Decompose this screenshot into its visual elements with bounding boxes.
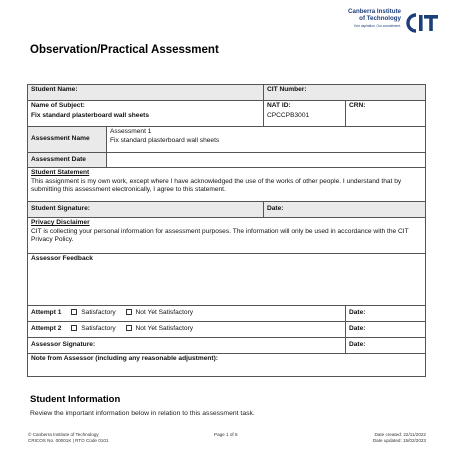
attempt2-satisfactory-checkbox[interactable] — [71, 325, 77, 331]
attempt2-cell — [28, 322, 346, 338]
footer-page-number: Page 1 of 5 — [214, 432, 238, 437]
student-date-label: Date: — [267, 205, 284, 213]
footer-cricos: CRICOS No. 00001K | RTO Code 0101 — [28, 438, 109, 443]
assessment-date-field[interactable] — [107, 153, 426, 168]
assessor-feedback-label: Assessor Feedback — [31, 255, 93, 262]
attempt2-not-satisfactory-checkbox[interactable] — [126, 325, 132, 331]
attempt1-not-satisfactory-label: Not Yet Satisfactory — [135, 309, 194, 317]
logo-tagline: Your aspiration. Our commitment. — [353, 24, 401, 28]
crn-label: CRN: — [349, 102, 366, 109]
assessor-note-label: Note from Assessor (including any reasonable adjustment): — [31, 355, 218, 362]
attempt2-satisfactory-label: Satisfactory — [81, 325, 116, 333]
privacy-text: CIT is collecting your personal information for assessment purposes. The information will only be used in accordance with the CIT Privacy Policy. — [31, 227, 409, 244]
assessor-signature-field[interactable] — [28, 338, 346, 354]
assessment-date-label: Assessment Date — [28, 153, 107, 168]
student-statement-text: This assignment is my own work, except where I have acknowledged the use of the works of other people. I understand that by submitting this assessment electronically, I agree to this statement. — [31, 177, 402, 194]
logo-text — [321, 8, 401, 22]
attempt1-label: Attempt 1 — [31, 309, 62, 317]
page-title: Observation/Practical Assessment — [30, 44, 219, 56]
assessment-cover-form — [27, 84, 426, 377]
attempt1-date-label: Date: — [349, 309, 366, 317]
cit-number-field[interactable] — [264, 85, 426, 101]
attempt1-cell — [28, 306, 346, 322]
assessor-feedback-field[interactable] — [28, 254, 426, 306]
footer-left — [28, 432, 108, 444]
assessor-note-row — [28, 354, 426, 377]
subject-value: Fix standard plasterboard wall sheets — [31, 111, 149, 119]
student-signature-label: Student Signature: — [31, 205, 90, 213]
cit-logo — [321, 8, 441, 40]
footer-right — [373, 432, 426, 444]
student-information-text: Review the important information below in relation to this assessment task. — [30, 410, 255, 417]
privacy-cell — [28, 218, 426, 254]
student-statement-row — [28, 168, 426, 202]
footer-copyright: © Canberra Institute of Technology — [28, 432, 99, 437]
cit-logo-mark-icon — [405, 12, 439, 34]
assessment-name-label: Assessment Name — [28, 127, 107, 153]
logo-line1: Canberra Institute — [348, 8, 401, 15]
logo-line2: of Technology — [359, 15, 401, 22]
nat-id-label: NAT ID: — [267, 102, 291, 109]
assessment-name-cell — [107, 127, 426, 153]
footer-date-created: Date created: 22/11/2022 — [374, 432, 426, 437]
student-name-field[interactable] — [28, 85, 264, 101]
student-information-heading: Student Information — [30, 394, 121, 405]
cit-number-label: CIT Number: — [267, 86, 307, 93]
attempt2-label: Attempt 2 — [31, 325, 62, 333]
subject-row — [28, 101, 426, 127]
student-date-field[interactable] — [264, 202, 426, 218]
assessor-date-label: Date: — [349, 341, 366, 349]
attempt2-date-field[interactable] — [346, 322, 426, 338]
footer-date-updated: Date updated: 15/02/2023 — [372, 438, 426, 443]
attempt2-not-satisfactory-label: Not Yet Satisfactory — [135, 325, 194, 333]
subject-label: Name of Subject: — [31, 102, 85, 109]
assessment-name-line1: Assessment 1 — [110, 128, 152, 135]
student-statement-cell — [28, 168, 426, 202]
attempt1-satisfactory-checkbox[interactable] — [71, 309, 77, 315]
assessor-note-field[interactable] — [28, 354, 426, 377]
privacy-row — [28, 218, 426, 254]
attempt2-date-label: Date: — [349, 325, 366, 333]
attempt1-date-field[interactable] — [346, 306, 426, 322]
assessment-date-row — [28, 153, 426, 168]
attempt1-row — [28, 306, 426, 322]
assessment-name-line2: Fix standard plasterboard wall sheets — [110, 136, 220, 144]
attempt1-not-satisfactory-checkbox[interactable] — [126, 309, 132, 315]
student-statement-heading: Student Statement — [31, 169, 90, 176]
student-name-row — [28, 85, 426, 101]
student-signature-field[interactable] — [28, 202, 264, 218]
student-name-label: Student Name: — [31, 86, 78, 93]
subject-cell — [28, 101, 264, 127]
assessment-name-row — [28, 127, 426, 153]
attempt1-satisfactory-label: Satisfactory — [81, 309, 116, 317]
crn-cell — [346, 101, 426, 127]
student-signature-row — [28, 202, 426, 218]
assessor-signature-label: Assessor Signature: — [31, 341, 96, 349]
assessor-feedback-row — [28, 254, 426, 306]
attempt2-row — [28, 322, 426, 338]
assessor-date-field[interactable] — [346, 338, 426, 354]
nat-id-value: CPCCPB3001 — [267, 111, 310, 119]
privacy-heading: Privacy Disclaimer — [31, 219, 90, 226]
assessor-signature-row — [28, 338, 426, 354]
nat-id-cell — [264, 101, 346, 127]
